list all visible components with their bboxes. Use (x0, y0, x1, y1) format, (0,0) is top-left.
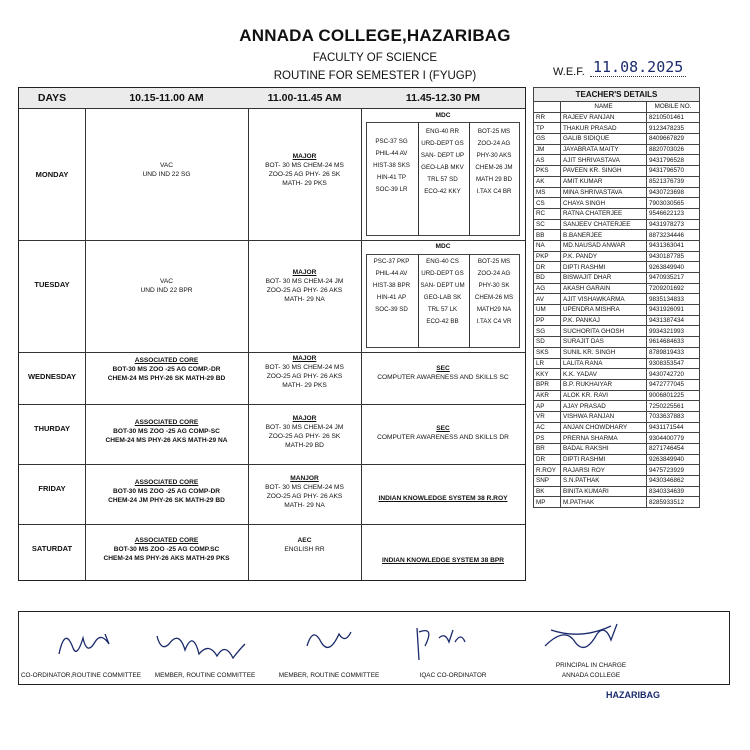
teacher-mobile: 9431363041 (647, 240, 700, 251)
teacher-name: BADAL RAKSHI (561, 444, 647, 455)
teacher-row (534, 433, 700, 444)
sig-label-college: ANNADA COLLEGE (561, 672, 621, 679)
teacher-name: PAVEEN KR. SINGH (561, 166, 647, 177)
teacher-mobile: 9263849940 (647, 454, 700, 465)
teacher-mobile: 9472777045 (647, 379, 700, 390)
teacher-name: AJIT VISHAWKARMA (561, 294, 647, 305)
wednesday-p1-heading: ASSOCIATED CORE (134, 357, 199, 364)
grid-line (19, 240, 525, 241)
mdc-entry: URD-DEPT GS (421, 270, 464, 277)
teacher-name: LALITA RANA (561, 358, 647, 369)
teacher-name: VISHWA RANJAN (561, 411, 647, 422)
teacher-code: UM (534, 305, 561, 316)
handwritten-signatures (59, 624, 617, 660)
teacher-row (534, 294, 700, 305)
monday-p2 (248, 152, 361, 188)
teacher-name: AKASH GARAIN (561, 283, 647, 294)
mdc-entry: PSC-37 PKP (373, 258, 410, 265)
teacher-name: SURAJIT DAS (561, 337, 647, 348)
teacher-mobile: 8210501461 (647, 112, 700, 123)
teacher-mobile: 8820703026 (647, 144, 700, 155)
day-saturday: SATURDAT (31, 544, 73, 553)
teacher-mobile: 9430723698 (647, 187, 700, 198)
mdc-entry: SAN- DEPT UM (420, 282, 465, 289)
col-head-days: DAYS (19, 88, 85, 108)
teacher-name: DIPTI RASHMI (561, 454, 647, 465)
thursday-p1-line: BOT-30 MS ZOO -25 AG COMP-SC (113, 428, 220, 435)
monday-mdc-label: MDC (435, 112, 451, 119)
teacher-code: PP (534, 315, 561, 326)
mdc-entry: I.TAX C4 BR (476, 188, 512, 195)
teacher-row (534, 358, 700, 369)
wednesday-p3-heading: SEC (436, 365, 450, 372)
teacher-mobile: 9123478235 (647, 123, 700, 134)
teacher-name: MINA SHRIVASTAVA (561, 187, 647, 198)
teacher-row (534, 155, 700, 166)
teacher-name: DIPTI RASHMI (561, 262, 647, 273)
saturday-p2 (248, 536, 361, 554)
teacher-name: PRERNA SHARMA (561, 433, 647, 444)
sig-label-coordinator: CO-ORDINATOR,ROUTINE COMMITTEE (20, 672, 142, 679)
saturday-p1-line: BOT-30 MS ZOO -25 AG COMP.SC (113, 546, 220, 553)
saturday-p1 (85, 536, 248, 563)
teacher-name: AJAY PRASAD (561, 401, 647, 412)
mdc-entry: SOC-39 LR (375, 186, 408, 193)
teacher-code: KKY (534, 369, 561, 380)
saturday-p1-heading: ASSOCIATED CORE (134, 537, 199, 544)
teacher-row (534, 422, 700, 433)
teachers-head-mobile: MOBILE NO. (647, 102, 700, 113)
teacher-code: JM (534, 144, 561, 155)
mdc-entry: GEO-LAB MKV (421, 164, 464, 171)
wednesday-p2 (248, 354, 361, 390)
monday-mdc-col2 (417, 126, 468, 198)
mdc-entry: GEO-LAB SK (423, 294, 462, 301)
teacher-code: BD (534, 273, 561, 284)
tuesday-p2 (248, 268, 361, 304)
tuesday-mdc-label: MDC (435, 243, 451, 250)
teacher-row (534, 123, 700, 134)
monday-p1-line: VAC (159, 162, 174, 169)
teacher-code: GS (534, 134, 561, 145)
teacher-name: AMIT KUMAR (561, 176, 647, 187)
teacher-code: BB (534, 230, 561, 241)
mdc-entry: ZOO-24 AG (477, 270, 511, 277)
teacher-row (534, 230, 700, 241)
teacher-row (534, 411, 700, 422)
teacher-code: SNP (534, 476, 561, 487)
sig-label-principal: PRINCIPAL IN CHARGE (555, 662, 627, 669)
mdc-entry: MATH29 NA (476, 306, 512, 313)
wednesday-p2-heading: MAJOR (292, 355, 317, 362)
teacher-mobile: 8873234446 (647, 230, 700, 241)
mdc-entry: HIST-38 SKS (373, 162, 410, 169)
friday-p2-heading: MANJOR (290, 475, 319, 482)
grid-line (19, 352, 525, 353)
teacher-mobile: 9431796570 (647, 166, 700, 177)
mdc-entry: ENG-40 RR (425, 128, 459, 135)
teacher-code: AKR (534, 390, 561, 401)
teacher-mobile: 9431978273 (647, 219, 700, 230)
friday-p2 (248, 474, 361, 510)
teacher-mobile: 8285933512 (647, 497, 700, 508)
friday-p1 (85, 478, 248, 505)
teachers-head-name: NAME (561, 102, 647, 113)
teacher-row (534, 112, 700, 123)
thursday-p2-line: BOT- 30 MS CHEM-24 JM (265, 424, 344, 431)
teacher-name: MD.NAUSAD ANWAR (561, 240, 647, 251)
mdc-entry: ECO-42 KKY (424, 188, 461, 195)
teacher-row (534, 134, 700, 145)
signature-panel (18, 611, 730, 685)
teacher-name: AJIT SHRIVASTAVA (561, 155, 647, 166)
teacher-row (534, 347, 700, 358)
mdc-entry: TRL 57 LK (427, 306, 458, 313)
teacher-row (534, 305, 700, 316)
teacher-code: VR (534, 411, 561, 422)
teacher-row (534, 337, 700, 348)
monday-p2-line: ZOO-25 AG PHY- 26 SK (268, 171, 341, 178)
teacher-mobile: 9263849940 (647, 262, 700, 273)
teacher-mobile: 7250225561 (647, 401, 700, 412)
teacher-row (534, 219, 700, 230)
monday-p1-line: UND IND 22 SG (142, 171, 191, 178)
teacher-code: PKP (534, 251, 561, 262)
teacher-name: SUNIL KR. SINGH (561, 347, 647, 358)
mdc-entry: PHY-30 SK (478, 282, 510, 289)
teacher-mobile: 9614684633 (647, 337, 700, 348)
monday-p2-line: MATH- 29 PKS (282, 180, 327, 187)
teacher-row (534, 379, 700, 390)
teacher-mobile: 9430187785 (647, 251, 700, 262)
teacher-code: TP (534, 123, 561, 134)
teacher-mobile: 7903030565 (647, 198, 700, 209)
thursday-p3 (361, 424, 525, 442)
teacher-code: AP (534, 401, 561, 412)
teacher-row (534, 454, 700, 465)
tuesday-mdc-col2 (417, 256, 468, 328)
thursday-p1-heading: ASSOCIATED CORE (134, 419, 199, 426)
teacher-mobile: 9430742720 (647, 369, 700, 380)
routine-title: ROUTINE FOR SEMESTER I (FYUGP) (273, 70, 477, 82)
teacher-row (534, 198, 700, 209)
teacher-mobile: 7209201692 (647, 283, 700, 294)
teacher-row (534, 465, 700, 476)
teacher-row (534, 326, 700, 337)
teachers-table (533, 87, 700, 508)
teacher-mobile: 9835134833 (647, 294, 700, 305)
teacher-name: B.BANERJEE (561, 230, 647, 241)
tuesday-p2-line: BOT- 30 MS CHEM-24 JM (265, 278, 344, 285)
teachers-head-code (534, 102, 561, 113)
wednesday-p1-line: CHEM-24 MS PHY-26 SK MATH-29 BD (107, 375, 226, 382)
thursday-p2 (248, 414, 361, 450)
mdc-entry: ENG-40 CS (426, 258, 459, 265)
thursday-p2-line: ZOO-25 AG PHY- 26 SK (268, 433, 341, 440)
teacher-row (534, 444, 700, 455)
teacher-mobile: 9431926091 (647, 305, 700, 316)
friday-p2-line: MATH- 29 NA (284, 502, 325, 509)
mdc-entry: URD-DEPT GS (421, 140, 464, 147)
routine-table (18, 87, 526, 581)
thursday-p2-heading: MAJOR (292, 415, 317, 422)
teacher-row (534, 369, 700, 380)
teacher-row (534, 251, 700, 262)
thursday-p3-line: COMPUTER AWARENESS AND SKILLS DR (377, 434, 509, 441)
teacher-code: AC (534, 422, 561, 433)
mdc-entry: ZOO-24 AG (477, 140, 511, 147)
friday-p1-line: CHEM-24 JM PHY-26 SK MATH-29 BD (108, 497, 225, 504)
saturday-p1-line: CHEM-24 MS PHY-26 AKS MATH-29 PKS (103, 555, 230, 562)
teacher-code: R.ROY (534, 465, 561, 476)
teacher-code: BK (534, 486, 561, 497)
teacher-code: SKS (534, 347, 561, 358)
wednesday-p1-line: BOT-30 MS ZOO -25 AG COMP.-DR (112, 366, 221, 373)
friday-p3: INDIAN KNOWLEDGE SYSTEM 38 R.ROY (378, 495, 508, 502)
teacher-mobile: 9431171544 (647, 422, 700, 433)
friday-p1-line: BOT-30 MS ZOO -25 AG COMP-DR (112, 488, 221, 495)
faculty-title: FACULTY OF SCIENCE (312, 52, 438, 64)
wednesday-p2-line: ZOO-25 AG PHY- 26 AKS (266, 373, 343, 380)
thursday-p2-line: MATH-29 BD (285, 442, 324, 449)
mdc-entry: PHIL-44 AV (375, 270, 408, 277)
teacher-name: ANJAN CHOWDHARY (561, 422, 647, 433)
teacher-mobile: 9546622123 (647, 208, 700, 219)
teacher-mobile: 8409667829 (647, 134, 700, 145)
teacher-row (534, 401, 700, 412)
teacher-code: AK (534, 176, 561, 187)
friday-p1-heading: ASSOCIATED CORE (134, 479, 199, 486)
mdc-entry: I.TAX C4 VR (476, 318, 512, 325)
teacher-mobile: 9430346862 (647, 476, 700, 487)
teacher-name: S.N.PATHAK (561, 476, 647, 487)
saturday-p2-line: ENGLISH RR (284, 546, 325, 553)
teacher-name: BINITA KUMARI (561, 486, 647, 497)
teacher-code: MS (534, 187, 561, 198)
teacher-mobile: 9308353547 (647, 358, 700, 369)
teacher-code: SG (534, 326, 561, 337)
sig-label-member-1: MEMBER, ROUTINE COMMITTEE (154, 672, 256, 679)
teacher-name: B.P. RUKHAIYAR (561, 379, 647, 390)
grid-line (19, 108, 525, 109)
monday-p2-line: BOT- 30 MS CHEM-24 MS (265, 162, 344, 169)
mdc-entry: CHEM-26 MS (474, 294, 514, 301)
teacher-row (534, 166, 700, 177)
teacher-name: M.PATHAK (561, 497, 647, 508)
saturday-p2-heading: AEC (297, 537, 312, 544)
teacher-mobile: 9304400779 (647, 433, 700, 444)
teacher-row (534, 262, 700, 273)
grid-line (19, 464, 525, 465)
monday-mdc-col3 (468, 126, 520, 198)
monday-p2-heading: MAJOR (292, 153, 317, 160)
teacher-row (534, 273, 700, 284)
teachers-title: TEACHER'S DETAILS (534, 88, 700, 102)
teachers-body (534, 112, 700, 507)
mdc-entry: ECO-42 BB (426, 318, 459, 325)
tuesday-p1-line: UND IND 22 BPR (140, 287, 193, 294)
teacher-mobile: 9006801225 (647, 390, 700, 401)
teacher-code: NA (534, 240, 561, 251)
wednesday-p1 (85, 356, 248, 383)
teacher-row (534, 486, 700, 497)
teacher-code: PS (534, 433, 561, 444)
tuesday-p2-line: ZOO-25 AG PHY- 26 AKS (266, 287, 343, 294)
mdc-entry: CHEM-26 JM (475, 164, 513, 171)
teacher-mobile: 9470935217 (647, 273, 700, 284)
teacher-code: LR (534, 358, 561, 369)
day-tuesday: TUESDAY (34, 280, 70, 289)
teacher-code: RC (534, 208, 561, 219)
thursday-p3-heading: SEC (436, 425, 450, 432)
thursday-p1-line: CHEM-24 MS PHY-26 AKS MATH-29 NA (105, 437, 228, 444)
teacher-name: GALIB SIDIQUE (561, 134, 647, 145)
sig-label-member-2: MEMBER, ROUTINE COMMITTEE (278, 672, 380, 679)
grid-line (19, 524, 525, 525)
day-thursday: THURDAY (34, 424, 70, 433)
mdc-entry: PSC-37 SG (375, 138, 408, 145)
teacher-row (534, 315, 700, 326)
teacher-code: AG (534, 283, 561, 294)
mdc-entry: TRL 57 SD (427, 176, 458, 183)
wednesday-p3-line: COMPUTER AWARENESS AND SKILLS SC (377, 374, 509, 381)
day-friday: FRIDAY (38, 484, 66, 493)
teacher-name: SUCHORITA GHOSH (561, 326, 647, 337)
teacher-mobile: 9934321993 (647, 326, 700, 337)
monday-p1 (85, 161, 248, 179)
teacher-name: CHAYA SINGH (561, 198, 647, 209)
mdc-entry: BOT-25 MS (477, 128, 511, 135)
teacher-row (534, 176, 700, 187)
day-monday: MONDAY (35, 170, 69, 179)
teacher-mobile: 9431387434 (647, 315, 700, 326)
teacher-code: CS (534, 198, 561, 209)
teacher-name: RAJARSI ROY (561, 465, 647, 476)
teacher-mobile: 9475723929 (647, 465, 700, 476)
teacher-mobile: 8521376739 (647, 176, 700, 187)
wednesday-p2-line: MATH- 29 PKS (282, 382, 327, 389)
teacher-code: SD (534, 337, 561, 348)
teacher-row (534, 208, 700, 219)
wef-label: W.E.F. (553, 66, 585, 78)
col-head-p2: 11.00-11.45 AM (248, 88, 361, 108)
tuesday-p2-line: MATH- 29 NA (284, 296, 325, 303)
teacher-row (534, 497, 700, 508)
teacher-code: DR (534, 454, 561, 465)
teacher-code: BPR (534, 379, 561, 390)
teacher-row (534, 390, 700, 401)
teacher-name: UPENDRA MISHRA (561, 305, 647, 316)
stamp-hazaribag: HAZARIBAG (606, 690, 660, 700)
saturday-p3: INDIAN KNOWLEDGE SYSTEM 38 BPR (382, 557, 504, 564)
college-title: ANNADA COLLEGE,HAZARIBAG (239, 26, 511, 45)
teacher-mobile: 9431796528 (647, 155, 700, 166)
friday-p2-line: ZOO-25 AG PHY- 26 AKS (266, 493, 343, 500)
teacher-mobile: 8271746454 (647, 444, 700, 455)
thursday-p1 (85, 418, 248, 445)
teacher-row (534, 144, 700, 155)
teacher-code: RR (534, 112, 561, 123)
teacher-row (534, 187, 700, 198)
teacher-name: K.K. YADAV (561, 369, 647, 380)
tuesday-p1 (85, 277, 248, 295)
mdc-entry: SOC-39 SD (375, 306, 408, 313)
teacher-code: AV (534, 294, 561, 305)
teacher-code: AS (534, 155, 561, 166)
teacher-mobile: 8789819433 (647, 347, 700, 358)
teacher-name: SANJEEV CHATERJEE (561, 219, 647, 230)
col-head-p1: 10.15-11.00 AM (85, 88, 248, 108)
mdc-entry: HIST-38 BPR (372, 282, 411, 289)
teacher-mobile: 7033637883 (647, 411, 700, 422)
teacher-name: RATNA CHATERJEE (561, 208, 647, 219)
tuesday-mdc-col3 (468, 256, 520, 328)
wednesday-p3 (361, 364, 525, 382)
mdc-entry: HIN-41 TP (376, 174, 407, 181)
teacher-row (534, 240, 700, 251)
sig-label-iqac: IQAC CO-ORDINATOR (419, 672, 487, 679)
mdc-entry: MATH 29 BD (476, 176, 512, 183)
teacher-code: DR (534, 262, 561, 273)
mdc-entry: BOT-25 MS (477, 258, 511, 265)
teacher-code: PKS (534, 166, 561, 177)
teacher-code: MP (534, 497, 561, 508)
wednesday-p2-line: BOT- 30 MS CHEM-24 MS (265, 364, 344, 371)
day-wednesday: WEDNESDAY (27, 372, 77, 381)
monday-mdc-col1 (366, 136, 417, 196)
grid-line (19, 404, 525, 405)
mdc-entry: SAN- DEPT UP (420, 152, 465, 159)
grid-line (361, 88, 362, 580)
teacher-name: RAJEEV RANJAN (561, 112, 647, 123)
friday-p2-line: BOT- 30 MS CHEM-24 MS (265, 484, 344, 491)
teacher-name: ALOK KR. RAVI (561, 390, 647, 401)
mdc-entry: PHIL-44 AV (375, 150, 408, 157)
teacher-name: JAYABRATA MAITY (561, 144, 647, 155)
teacher-mobile: 8340334639 (647, 486, 700, 497)
tuesday-p1-line: VAC (159, 278, 174, 285)
col-head-p3: 11.45-12.30 PM (361, 88, 525, 108)
teacher-name: P.K. PANKAJ (561, 315, 647, 326)
wef-date: 11.08.2025 (590, 58, 686, 77)
tuesday-mdc-col1 (366, 256, 417, 316)
teacher-name: THAKUR PRASAD (561, 123, 647, 134)
mdc-entry: HIN-41 AP (376, 294, 407, 301)
teacher-row (534, 283, 700, 294)
teacher-row (534, 476, 700, 487)
teacher-name: P.K. PANDY (561, 251, 647, 262)
mdc-entry: PHY-30 AKS (476, 152, 512, 159)
teacher-code: BR (534, 444, 561, 455)
teacher-code: SC (534, 219, 561, 230)
teacher-name: BISWAJIT DHAR (561, 273, 647, 284)
tuesday-p2-heading: MAJOR (292, 269, 317, 276)
